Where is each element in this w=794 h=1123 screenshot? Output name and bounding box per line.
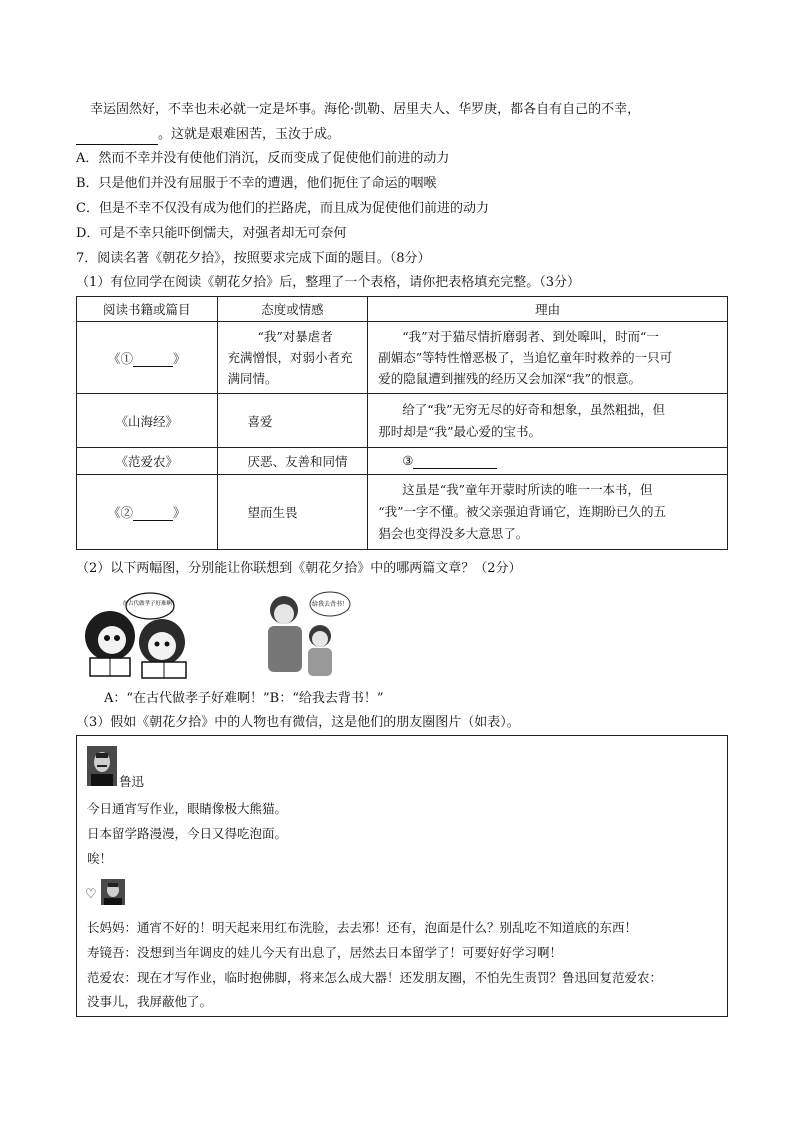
table-row xyxy=(77,394,728,448)
illustration-b xyxy=(246,584,356,680)
question-7-sub3: （3）假如《朝花夕拾》中的人物也有微信，这是他们的朋友圈图片（如表）。 xyxy=(76,715,520,730)
book-cell xyxy=(77,475,218,550)
heart-icon[interactable]: ♡ xyxy=(85,887,97,902)
question-7-title: 7．阅读名著《朝花夕拾》，按照要求完成下面的题目。（8分） xyxy=(76,251,431,266)
table-row xyxy=(77,448,728,475)
reason-prefix: ③ xyxy=(402,453,414,468)
attitude-line: 喜爱 xyxy=(247,413,273,429)
bubble-a-text: 在古代做孝子好难啊！ xyxy=(122,601,178,607)
attitude-line: 厌恶、友善和同情 xyxy=(247,454,348,469)
reason-line: 爱的隐鼠遭到摧残的经历又会加深“我”的恨意。 xyxy=(378,371,641,386)
book-prefix: 《② xyxy=(107,505,133,520)
book-suffix: 》 xyxy=(173,350,186,366)
answer-blank[interactable] xyxy=(76,126,158,145)
reason-cell xyxy=(368,475,728,550)
cartoon-parent-child-icon xyxy=(246,584,356,680)
comment-line: 寿镜吾：没想到当年调皮的娃儿今天有出息了，居然去日本留学了！可要好好学习啊！ xyxy=(87,945,563,960)
reason-cell xyxy=(368,322,728,394)
comment-line: 没事儿，我屏蔽他了。 xyxy=(87,994,213,1009)
intro-line-2 xyxy=(76,126,340,145)
reason-line: 给了“我”无穷无尽的好奇和想象，虽然粗拙，但 xyxy=(402,401,665,417)
like-avatar[interactable] xyxy=(101,879,125,905)
moments-card xyxy=(76,735,728,1017)
attitude-cell xyxy=(217,394,368,448)
book-cell xyxy=(77,322,218,394)
blank-1[interactable] xyxy=(133,351,173,367)
header-reason: 理由 xyxy=(368,297,728,322)
question-7-sub1: （1）有位同学在阅读《朝花夕拾》后，整理了一个表格，请你把表格填充完整。（3分） xyxy=(76,275,581,290)
reason-line: 猖会也变得没多大意思了。 xyxy=(378,526,529,541)
header-book: 阅读书籍或篇目 xyxy=(77,297,218,322)
book-cell: 《山海经》 xyxy=(77,394,218,448)
book-prefix: 《① xyxy=(107,350,133,366)
reason-line: 那时却是“我”最心爱的宝书。 xyxy=(378,423,541,439)
reason-line: “我”一字不懂。被父亲强迫背诵它，连期盼已久的五 xyxy=(378,504,666,519)
post-line: 唉！ xyxy=(87,851,113,866)
illustration-a xyxy=(76,584,194,680)
bubble-b-text: 给我去背书！ xyxy=(311,601,349,608)
cartoon-kids-reading-icon xyxy=(76,584,194,680)
book-cell: 《范爱农》 xyxy=(77,448,218,475)
option-a: A．然而不幸并没有使他们消沉，反而变成了促使他们前进的动力 xyxy=(76,151,450,166)
attitude-cell xyxy=(217,475,368,550)
attitude-line: 望而生畏 xyxy=(247,505,298,520)
comment-line: 长妈妈：通宵不好的！明天起来用红布洗脸，去去邪！还有，泡面是什么？别乱吃不知道底的东西！ xyxy=(87,920,638,935)
option-d: D．可是不幸只能吓倒懦夫，对强者却无可奈何 xyxy=(76,226,347,241)
table-row xyxy=(77,475,728,550)
book-suffix: 》 xyxy=(173,505,186,520)
post-line: 日本留学路漫漫，今日又得吃泡面。 xyxy=(87,826,288,841)
portrait-icon xyxy=(87,746,117,786)
intro-line-1: 幸运固然好，不幸也未必就一定是坏事。海伦·凯勒、居里夫人、华罗庚，都各自有自己的不幸， xyxy=(90,102,641,117)
attitude-line: “我”对暴虐者 xyxy=(257,329,333,344)
blank-3[interactable] xyxy=(413,453,497,469)
intro-line-2-text: 。这就是艰难困苦，玉汝于成。 xyxy=(158,127,341,142)
option-b: B．只是他们并没有屈服于不幸的遭遇，他们扼住了命运的咽喉 xyxy=(76,176,437,191)
reason-cell xyxy=(368,448,728,475)
attitude-cell xyxy=(217,322,368,394)
attitude-cell xyxy=(217,448,368,475)
table-header-row xyxy=(77,297,728,322)
blank-2[interactable] xyxy=(133,505,173,521)
header-attitude: 态度或情感 xyxy=(217,297,368,322)
author-name: 鲁迅 xyxy=(119,774,145,789)
reason-cell xyxy=(368,394,728,448)
comment-line: 范爱农：现在才写作业，临时抱佛脚，将来怎么成大器！还发朋友圈，不怕先生责罚？鲁迅回复范爱农： xyxy=(87,970,663,985)
avatar[interactable] xyxy=(87,746,117,786)
option-c: C．但是不幸不仅没有成为他们的拦路虎，而且成为促使他们前进的动力 xyxy=(76,201,489,216)
attitude-line: 满同情。 xyxy=(227,371,278,386)
reason-line: “我”对于猫尽情折磨弱者、到处嗥叫，时而“一 xyxy=(402,329,659,344)
reading-table xyxy=(76,296,728,550)
illustration-caption: A：“在古代做孝子好难啊！”B：“给我去背书！” xyxy=(104,691,384,706)
table-row xyxy=(77,322,728,394)
reason-line: 这虽是“我”童年开蒙时所读的唯一一本书，但 xyxy=(402,482,653,497)
post-line: 今日通宵写作业，眼睛像极大熊猫。 xyxy=(87,801,288,816)
reason-line: 副媚态”等特性憎恶极了，当追忆童年时救养的一只可 xyxy=(378,350,673,365)
portrait-icon xyxy=(101,879,125,905)
attitude-line: 充满憎恨，对弱小者充 xyxy=(227,350,353,365)
question-7-sub2: （2）以下两幅图，分别能让你联想到《朝花夕拾》中的哪两篇文章？（2分） xyxy=(76,561,522,576)
